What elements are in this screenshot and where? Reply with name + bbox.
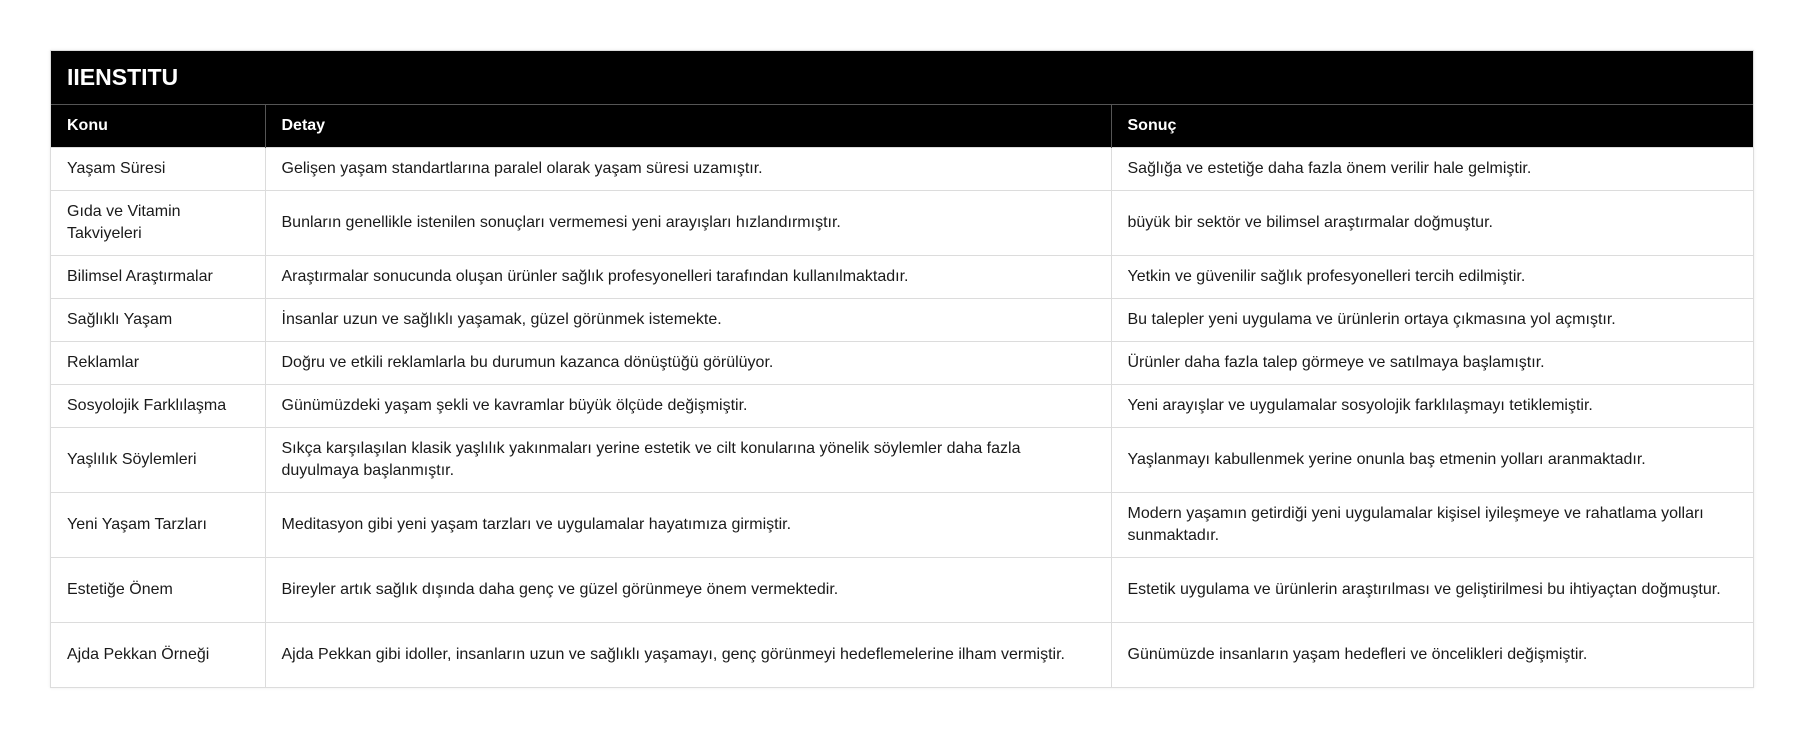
cell-konu: Sosyolojik Farklılaşma bbox=[51, 384, 265, 427]
cell-konu: Gıda ve Vitamin Takviyeleri bbox=[51, 190, 265, 255]
table-row bbox=[51, 147, 1753, 190]
cell-sonuc: Yaşlanmayı kabullenmek yerine onunla baş etmenin yolları aranmaktadır. bbox=[1111, 427, 1753, 492]
table-row bbox=[51, 622, 1753, 687]
table-row bbox=[51, 190, 1753, 255]
header-row bbox=[51, 105, 1753, 147]
cell-detay: Günümüzdeki yaşam şekli ve kavramlar büyük ölçüde değişmiştir. bbox=[265, 384, 1111, 427]
cell-sonuc: Yeni arayışlar ve uygulamalar sosyolojik farklılaşmayı tetiklemiştir. bbox=[1111, 384, 1753, 427]
cell-konu: Ajda Pekkan Örneği bbox=[51, 622, 265, 687]
data-table-container bbox=[50, 50, 1754, 688]
cell-sonuc: Sağlığa ve estetiğe daha fazla önem verilir hale gelmiştir. bbox=[1111, 147, 1753, 190]
cell-sonuc: Bu talepler yeni uygulama ve ürünlerin ortaya çıkmasına yol açmıştır. bbox=[1111, 298, 1753, 341]
cell-konu: Yaşlılık Söylemleri bbox=[51, 427, 265, 492]
cell-sonuc: Günümüzde insanların yaşam hedefleri ve öncelikleri değişmiştir. bbox=[1111, 622, 1753, 687]
cell-sonuc: Modern yaşamın getirdiği yeni uygulamalar kişisel iyileşmeye ve rahatlama yolları sunmaktadır. bbox=[1111, 492, 1753, 557]
cell-detay: Sıkça karşılaşılan klasik yaşlılık yakınmaları yerine estetik ve cilt konularına yönelik söylemler daha fazla duyulmaya başlanmıştır. bbox=[265, 427, 1111, 492]
cell-detay: Bireyler artık sağlık dışında daha genç ve güzel görünmeye önem vermektedir. bbox=[265, 557, 1111, 622]
table-row bbox=[51, 255, 1753, 298]
cell-sonuc: Ürünler daha fazla talep görmeye ve satılmaya başlamıştır. bbox=[1111, 341, 1753, 384]
cell-detay: Meditasyon gibi yeni yaşam tarzları ve uygulamalar hayatımıza girmiştir. bbox=[265, 492, 1111, 557]
table-row bbox=[51, 341, 1753, 384]
cell-sonuc: büyük bir sektör ve bilimsel araştırmalar doğmuştur. bbox=[1111, 190, 1753, 255]
table-row bbox=[51, 492, 1753, 557]
header-sonuc: Sonuç bbox=[1111, 105, 1753, 147]
cell-konu: Estetiğe Önem bbox=[51, 557, 265, 622]
cell-detay: Ajda Pekkan gibi idoller, insanların uzun ve sağlıklı yaşamayı, genç görünmeyi hedeflemelerine ilham vermiştir. bbox=[265, 622, 1111, 687]
cell-konu: Sağlıklı Yaşam bbox=[51, 298, 265, 341]
cell-konu: Reklamlar bbox=[51, 341, 265, 384]
cell-konu: Bilimsel Araştırmalar bbox=[51, 255, 265, 298]
cell-konu: Yeni Yaşam Tarzları bbox=[51, 492, 265, 557]
cell-detay: Bunların genellikle istenilen sonuçları vermemesi yeni arayışları hızlandırmıştır. bbox=[265, 190, 1111, 255]
header-konu: Konu bbox=[51, 105, 265, 147]
table-row bbox=[51, 298, 1753, 341]
cell-detay: Doğru ve etkili reklamlarla bu durumun kazanca dönüştüğü görülüyor. bbox=[265, 341, 1111, 384]
table-row bbox=[51, 427, 1753, 492]
cell-konu: Yaşam Süresi bbox=[51, 147, 265, 190]
data-table bbox=[51, 105, 1753, 687]
cell-detay: Gelişen yaşam standartlarına paralel olarak yaşam süresi uzamıştır. bbox=[265, 147, 1111, 190]
cell-sonuc: Yetkin ve güvenilir sağlık profesyonelleri tercih edilmiştir. bbox=[1111, 255, 1753, 298]
cell-sonuc: Estetik uygulama ve ürünlerin araştırılması ve geliştirilmesi bu ihtiyaçtan doğmuştur. bbox=[1111, 557, 1753, 622]
header-detay: Detay bbox=[265, 105, 1111, 147]
table-row bbox=[51, 384, 1753, 427]
table-row bbox=[51, 557, 1753, 622]
table-title: IIENSTITU bbox=[51, 51, 1753, 105]
cell-detay: Araştırmalar sonucunda oluşan ürünler sağlık profesyonelleri tarafından kullanılmaktadır. bbox=[265, 255, 1111, 298]
cell-detay: İnsanlar uzun ve sağlıklı yaşamak, güzel görünmek istemekte. bbox=[265, 298, 1111, 341]
